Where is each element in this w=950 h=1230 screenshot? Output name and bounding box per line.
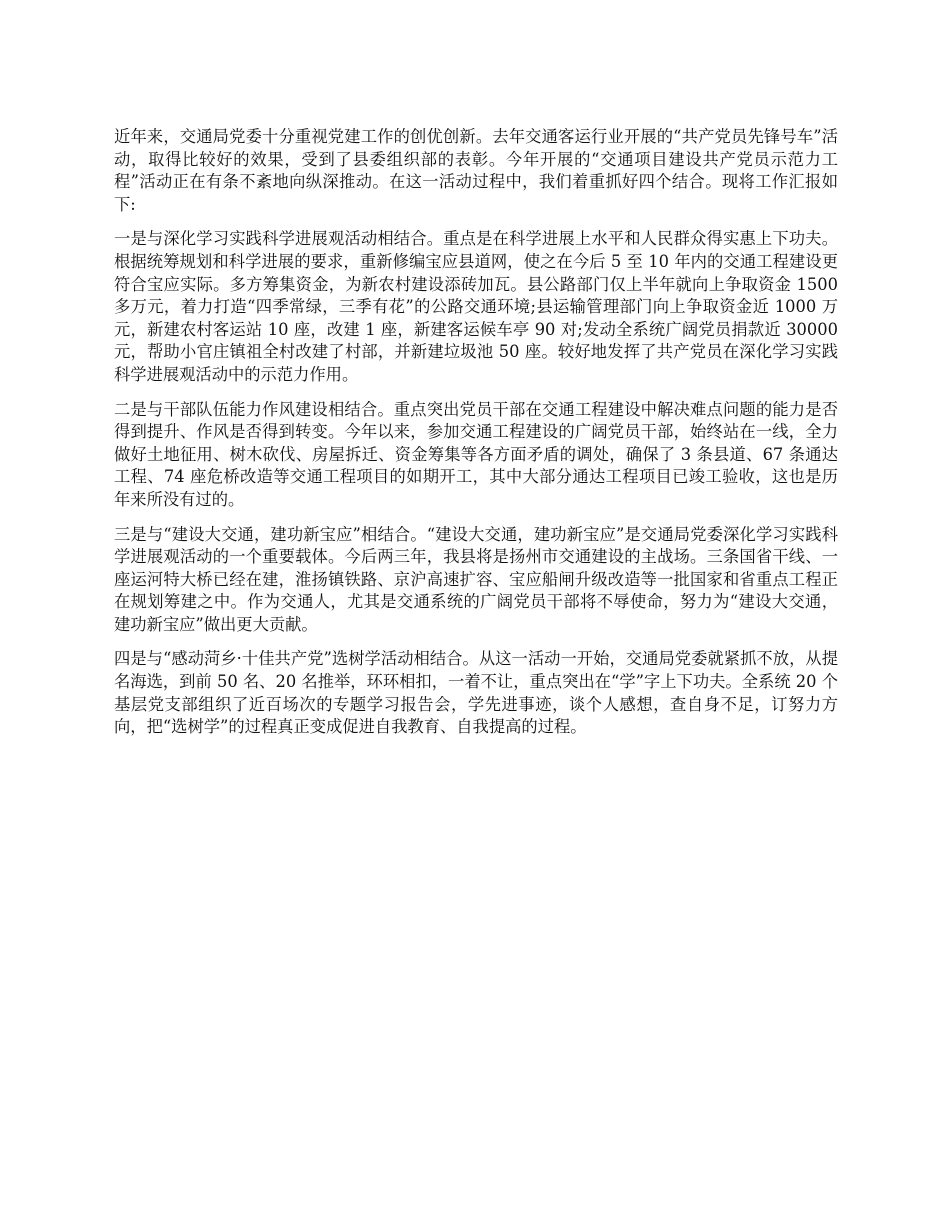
document-body <box>114 126 838 751</box>
paragraph-point-3: 三是与“建设大交通，建功新宝应”相结合。“建设大交通，建功新宝应”是交通局党委深化学习实践科学进展观活动的一个重要载体。今后两三年，我县将是扬州市交通建设的主战场。三条国省干线、一座运河特大桥已经在建，淮扬镇铁路、京沪高速扩容、宝应船闸升级改造等一批国家和省重点工程正在规划筹建之中。作为交通人，尤其是交通系统的广阔党员干部将不辱使命，努力为“建设大交通，建功新宝应”做出更大贡献。 <box>114 524 838 634</box>
paragraph-point-1: 一是与深化学习实践科学进展观活动相结合。重点是在科学进展上水平和人民群众得实惠上下功夫。根据统筹规划和科学进展的要求，重新修编宝应县道网，使之在今后 5 至 10 年内的交通工程建设更符合宝应实际。多方筹集资金，为新农村建设添砖加瓦。县公路部门仅上半年就向上争取资金 1500 多万元，着力打造“四季常绿，三季有花”的公路交通环境;县运输管理部门向上争取资金近 1000 万元，新建农村客运站 10 座，改建 1 座，新建客运候车亭 90 对;发动全系统广阔党员捐款近 30000 元，帮助小官庄镇祖全村改建了村部，并新建垃圾池 50 座。较好地发挥了共产党员在深化学习实践科学进展观活动中的示范力作用。 <box>114 229 838 384</box>
paragraph-point-2: 二是与干部队伍能力作风建设相结合。重点突出党员干部在交通工程建设中解决难点问题的能力是否得到提升、作风是否得到转变。今年以来，参加交通工程建设的广阔党员干部，始终站在一线，全力做好土地征用、树木砍伐、房屋拆迁、资金筹集等各方面矛盾的调处，确保了 3 条县道、67 条通达工程、74 座危桥改造等交通工程项目的如期开工，其中大部分通达工程项目已竣工验收，这也是历年来所没有过的。 <box>114 399 838 509</box>
paragraph-intro: 近年来，交通局党委十分重视党建工作的创优创新。去年交通客运行业开展的“共产党员先锋号车”活动，取得比较好的效果，受到了县委组织部的表彰。今年开展的“交通项目建设共产党员示范力工程”活动正在有条不紊地向纵深推动。在这一活动过程中，我们着重抓好四个结合。现将工作汇报如下: <box>114 127 838 214</box>
paragraph-point-4: 四是与“感动菏乡·十佳共产党”选树学活动相结合。从这一活动一开始，交通局党委就紧抓不放，从提名海选，到前 50 名、20 名推举，环环相扣，一着不让，重点突出在“学”字上下功夫。全系统 20 个基层党支部组织了近百场次的专题学习报告会，学先进事迹，谈个人感想，查自身不足，订努力方向，把“选树学”的过程真正变成促进自我教育、自我提高的过程。 <box>114 649 838 737</box>
